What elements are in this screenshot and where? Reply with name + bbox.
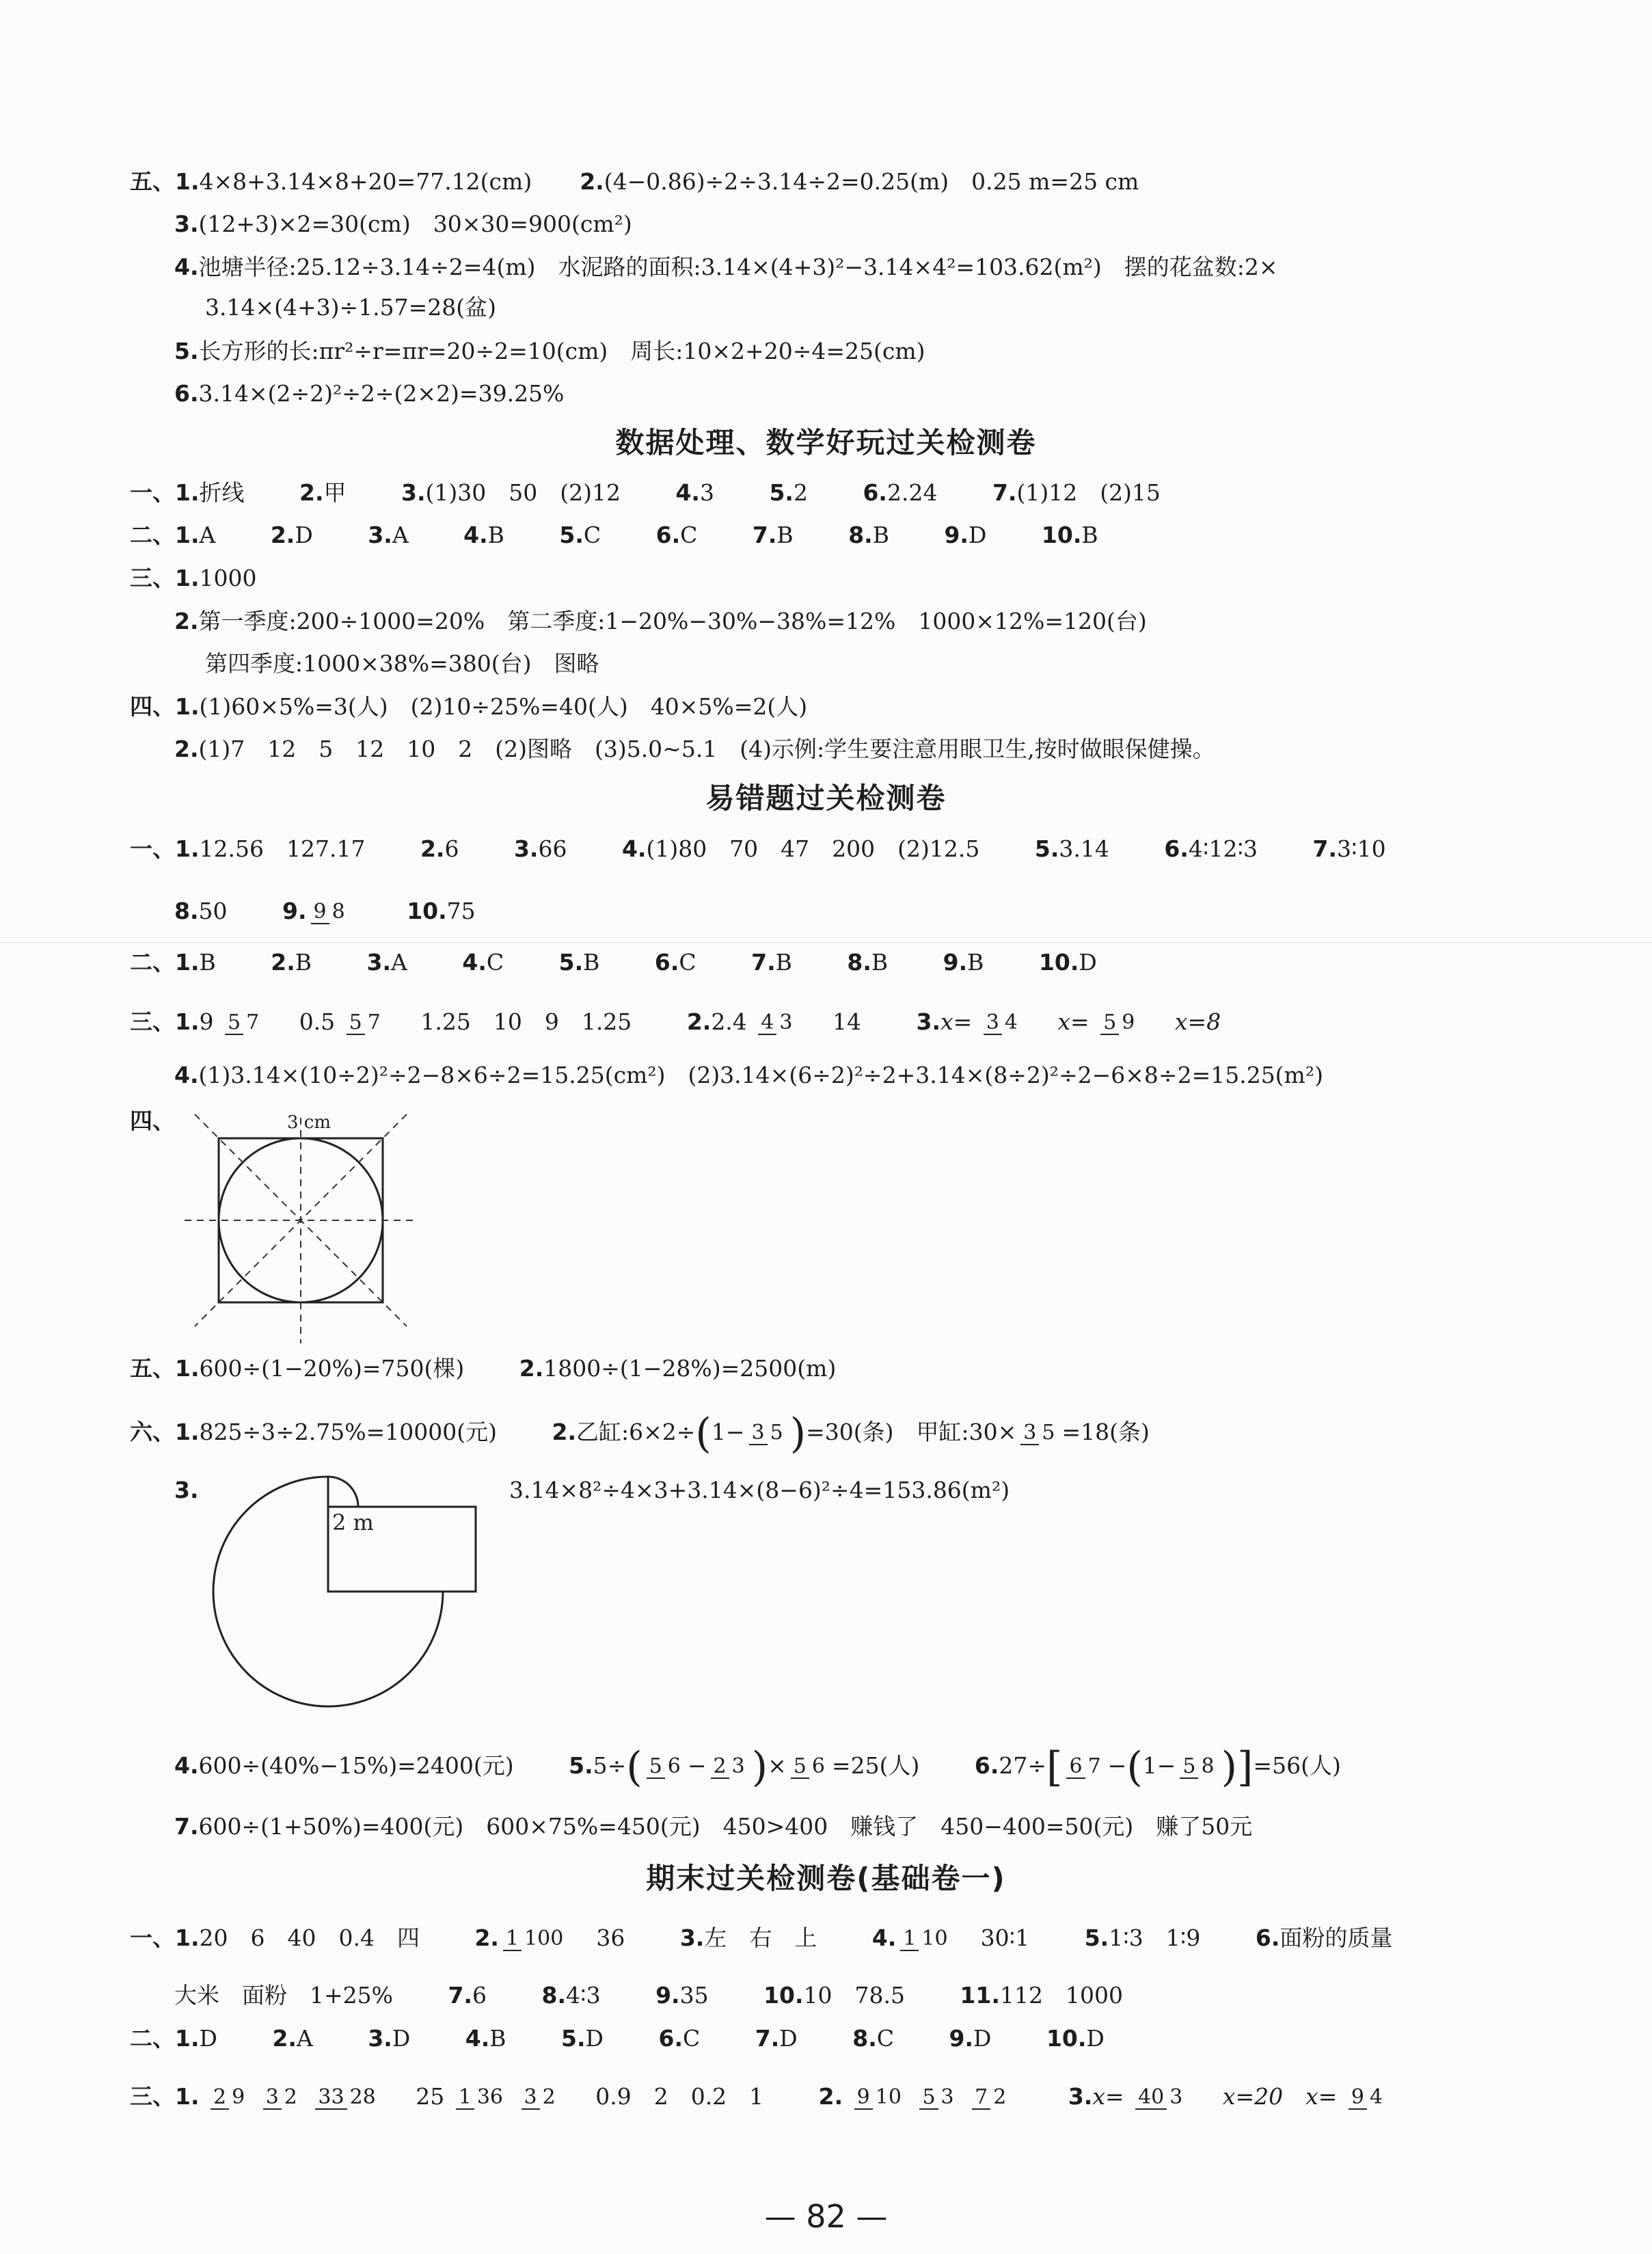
bracket-close: ]: [1237, 1743, 1254, 1791]
s4-row2: 大米 面粉 1+25% 7.6 8.4∶3 9.35 10.10 78.5 11.112 1000: [174, 1982, 1123, 2009]
fraction: 40 3: [1135, 2087, 1185, 2110]
s2-row2: 二、1.A 2.D 3.A 4.B 5.C 6.C 7.B 8.B 9.D 10.B: [130, 522, 1098, 548]
paren-close: ): [751, 1743, 768, 1791]
s2-row5: 第四季度:1000×38%=380(台) 图略: [205, 650, 599, 677]
paren-close: ): [1221, 1743, 1237, 1791]
figure-label: 2 m: [332, 1510, 374, 1535]
paren-close: ): [789, 1410, 807, 1458]
s2-row1: 一、1.折线 2.甲 3.(1)30 50 (2)12 4.3 5.2 6.2.24 7.(1)12 (2)15: [130, 479, 1161, 506]
fraction: 9 8: [311, 901, 348, 924]
s3-row11: 7.600÷(1+50%)=400(元) 600×75%=450(元) 450>400 赚钱了 450−400=50(元) 赚了50元: [174, 1813, 1253, 1840]
fraction: 3 5: [749, 1422, 786, 1445]
s3-row9-label: 3.: [174, 1477, 199, 1503]
s1-line4: 3.14×(4+3)÷1.57=28(盆): [205, 294, 497, 321]
s3-row5: 4.(1)3.14×(10÷2)²÷2−8×6÷2=15.25(cm²) (2)3.14×(6÷2)²÷2+3.14×(8÷2)²÷2−6×8÷2=15.25(m²): [174, 1062, 1323, 1088]
s3-row7: 五、1.600÷(1−20%)=750(棵) 2.1800÷(1−28%)=2500(m): [130, 1355, 837, 1382]
s2-row3: 三、1.1000: [130, 565, 257, 591]
s3-row6: 四、: [130, 1108, 175, 1134]
fraction: 33 28: [315, 2087, 378, 2110]
page-number: — 82 —: [764, 2198, 888, 2235]
fraction: 9 10: [854, 2087, 904, 2110]
fraction: 6 7: [1066, 1756, 1103, 1779]
fraction: 9 4: [1349, 2087, 1385, 2110]
fraction: 3 5: [1020, 1422, 1057, 1445]
s3-row8: 六、1.825÷3÷2.75%=10000(元) 2.乙缸:6×2÷(1− 3 5 )=30(条) 甲缸:30× 3 5 =18(条): [130, 1410, 1150, 1458]
fraction: 5 7: [225, 1012, 262, 1035]
s4-row4: 三、1. 2 9 3 2 33 28 25 1 36 3 2 0.9 2 0.2 1 2. 9 10 5 3 7 2 3.x= 40 3 x=20 x= 9 4: [130, 2073, 1390, 2121]
fraction: 1 100: [503, 1928, 566, 1951]
s1-line1: 五、1.4×8+3.14×8+20=77.12(cm) 2.(4−0.86)÷2÷3.14÷2=0.25(m) 0.25 m=25 cm: [130, 168, 1139, 195]
fraction: 5 8: [1180, 1756, 1217, 1779]
figure-circle-in-square: [185, 1108, 417, 1347]
s3-row9: 3.14×8²÷4×3+3.14×(8−6)²÷4=153.86(m²): [509, 1477, 1010, 1503]
section-title-data: 数据处理、数学好玩过关检测卷: [615, 426, 1037, 459]
s1-line6: 6.3.14×(2÷2)²÷2÷(2×2)=39.25%: [174, 380, 565, 407]
s1-line5: 5.长方形的长:πr²÷r=πr=20÷2=10(cm) 周长:10×2+20÷4=25(cm): [174, 338, 925, 364]
s3-row3: 二、1.B 2.B 3.A 4.C 5.B 6.C 7.B 8.B 9.B 10.D: [130, 949, 1097, 976]
fraction: 2 9: [211, 2087, 247, 2110]
scan-rule: [0, 942, 1652, 943]
s4-row1: 一、1.20 6 40 0.4 四 2. 1 100 36 3.左 右 上 4. 1 10 30∶1 5.1∶3 1∶9 6.面粉的质量: [130, 1924, 1393, 1951]
s1-line3: 4.池塘半径:25.12÷3.14÷2=4(m) 水泥路的面积:3.14×(4+3)²−3.14×4²=103.62(m²) 摆的花盆数:2×: [174, 254, 1278, 280]
fraction: 3 2: [522, 2087, 558, 2110]
s2-row6: 四、1.(1)60×5%=3(人) (2)10÷25%=40(人) 40×5%=2(人): [130, 693, 808, 720]
bracket-open: [: [1046, 1743, 1063, 1791]
fraction: 3 4: [984, 1012, 1020, 1035]
fraction: 5 6: [647, 1756, 683, 1779]
paren-open: (: [1126, 1743, 1143, 1791]
s2-row7: 2.(1)7 12 5 12 10 2 (2)图略 (3)5.0~5.1 (4)示例:学生要注意用眼卫生,按时做眼保健操。: [174, 736, 1215, 762]
s1-line2: 3.(12+3)×2=30(cm) 30×30=900(cm²): [174, 211, 632, 237]
s2-row4: 2.第一季度:200÷1000=20% 第二季度:1−20%−30%−38%=12% 1000×12%=120(台): [174, 608, 1147, 634]
fraction: 2 3: [711, 1756, 748, 1779]
fraction: 1 36: [456, 2087, 506, 2110]
figure-sheep-area: [198, 1470, 499, 1730]
section-title-errors: 易错题过关检测卷: [705, 781, 947, 815]
fraction: 5 3: [919, 2087, 956, 2110]
fraction: 5 7: [347, 1012, 383, 1035]
figure-label: 3 cm: [287, 1112, 331, 1133]
fraction: 4 3: [758, 1012, 795, 1035]
fraction: 7 2: [972, 2087, 1009, 2110]
fraction: 1 10: [900, 1928, 950, 1951]
paren-open: (: [626, 1743, 642, 1791]
s3-row2: 8.50 9. 9 8 10.75: [174, 898, 476, 924]
fraction: 5 9: [1100, 1012, 1137, 1035]
fraction: 3 2: [263, 2087, 300, 2110]
s4-row3: 二、1.D 2.A 3.D 4.B 5.D 6.C 7.D 8.C 9.D 10.D: [130, 2025, 1105, 2052]
s3-row10: 4.600÷(40%−15%)=2400(元) 5.5÷( 5 6 − 2 3 )× 5 6 =25(人) 6.27÷[ 6 7 −(1− 5 8 )]=56(人): [174, 1743, 1341, 1791]
paren-open: (: [695, 1410, 712, 1458]
section-title-final: 期末过关检测卷(基础卷一): [646, 1862, 1006, 1895]
s3-row4: 三、1.9 5 7 0.5 5 7 1.25 10 9 1.25 2.2.4 4 3 14 3.x= 3 4 x= 5 9 x=8: [130, 1008, 1221, 1035]
small-arc-shape: [328, 1477, 358, 1507]
fraction: 5 6: [791, 1756, 828, 1779]
s3-row1: 一、1.12.56 127.17 2.6 3.66 4.(1)80 70 47 200 (2)12.5 5.3.14 6.4∶12∶3 7.3∶10: [130, 835, 1386, 862]
